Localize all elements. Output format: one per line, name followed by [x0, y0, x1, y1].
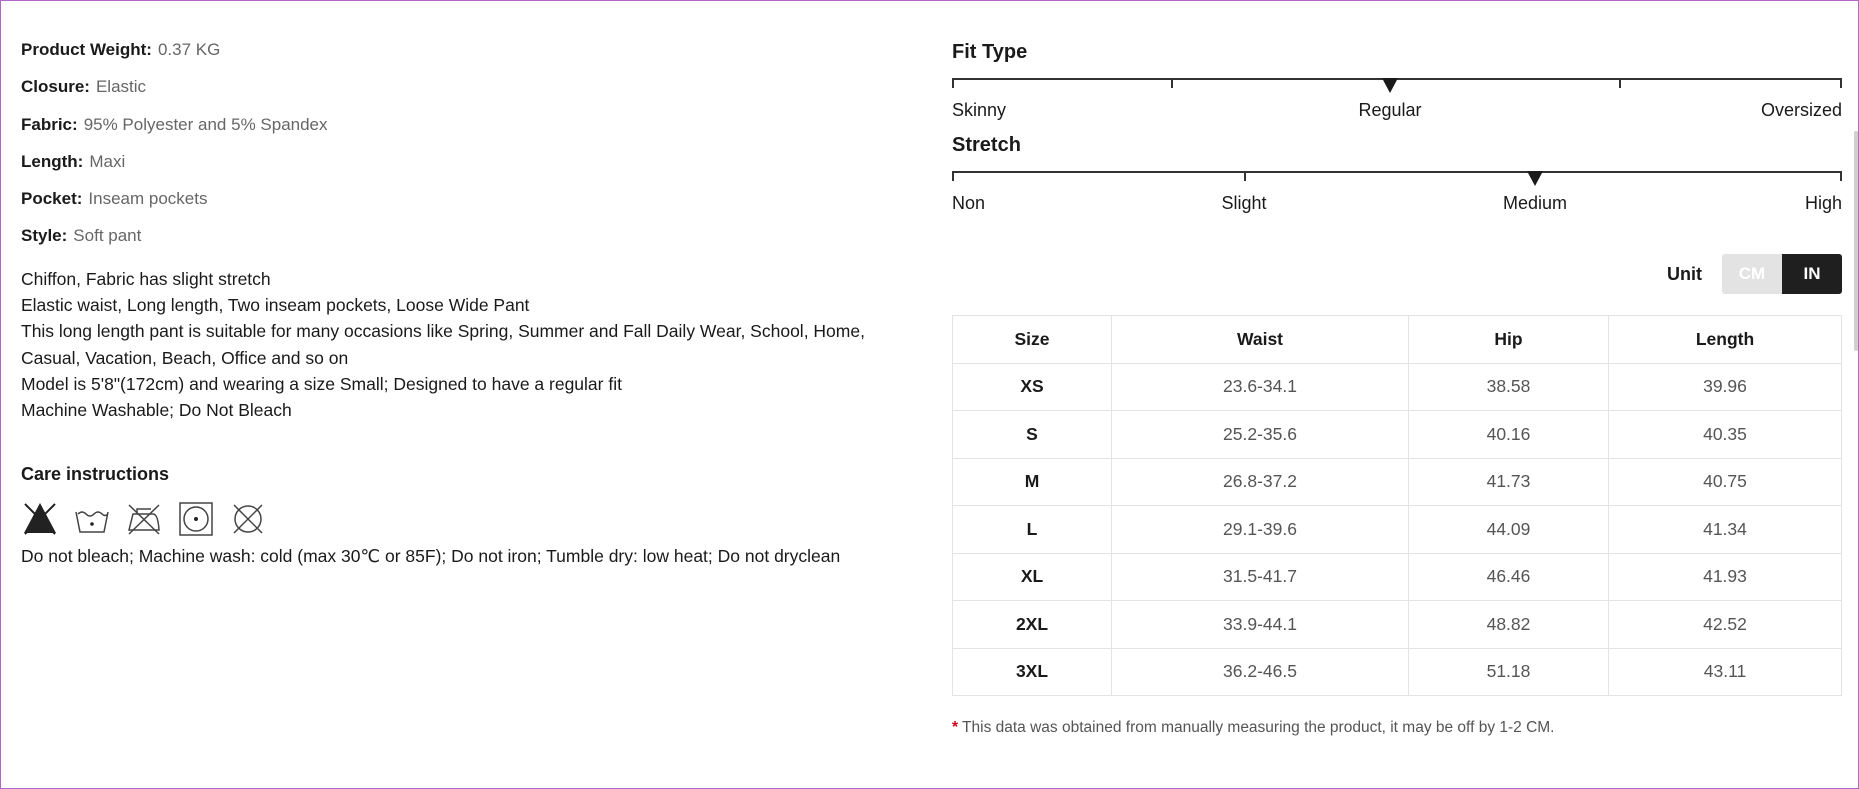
unit-toggle	[1667, 254, 1842, 294]
cell-size: XL	[953, 553, 1112, 601]
care-text: Do not bleach; Machine wash: cold (max 30℃ or 85F); Do not iron; Tumble dry: low heat; Do not dryclean	[21, 545, 841, 566]
note-asterisk: *	[952, 719, 959, 736]
cell-size: L	[953, 506, 1112, 554]
measurement-note	[952, 719, 1555, 737]
cell-length: 40.75	[1609, 458, 1842, 506]
cell-size: S	[953, 411, 1112, 459]
table-row	[953, 553, 1842, 601]
attr-fabric: Fabric: 95% Polyester and 5% Spandex	[21, 114, 328, 134]
do-not-bleach-icon	[21, 500, 59, 538]
cell-waist: 25.2-35.6	[1112, 411, 1409, 459]
table-row	[953, 601, 1842, 649]
machine-wash-cold-icon	[73, 500, 111, 538]
stretch-label-slight: Slight	[1221, 193, 1267, 213]
product-details	[21, 37, 921, 569]
attr-pocket: Pocket: Inseam pockets	[21, 189, 208, 209]
table-header-row	[953, 316, 1842, 364]
stretch-title: Stretch	[952, 134, 1021, 156]
attr-closure: Closure: Elastic	[21, 77, 147, 97]
fit-type-tick	[1619, 78, 1621, 88]
table-row	[953, 411, 1842, 459]
unit-label: Unit	[1667, 263, 1702, 284]
cell-hip: 44.09	[1409, 506, 1609, 554]
cell-hip: 48.82	[1409, 601, 1609, 649]
cell-size: M	[953, 458, 1112, 506]
cell-waist: 31.5-41.7	[1112, 553, 1409, 601]
attr-style: Style: Soft pant	[21, 226, 142, 246]
cell-waist: 36.2-46.5	[1112, 648, 1409, 696]
description-line: Elastic waist, Long length, Two inseam pockets, Loose Wide Pant	[21, 295, 530, 316]
fit-type-tick	[952, 78, 954, 88]
tumble-dry-low-icon	[177, 500, 215, 538]
cell-hip: 38.58	[1409, 363, 1609, 411]
fit-type-tick	[1840, 78, 1842, 88]
stretch-tick	[952, 171, 954, 181]
description-line: Model is 5'8"(172cm) and wearing a size Small; Designed to have a regular fit	[21, 373, 622, 394]
stretch-tick	[1244, 171, 1246, 181]
cell-length: 43.11	[1609, 648, 1842, 696]
cell-hip: 46.46	[1409, 553, 1609, 601]
cell-size: XS	[953, 363, 1112, 411]
cell-length: 41.34	[1609, 506, 1842, 554]
header-hip: Hip	[1409, 316, 1609, 364]
header-size: Size	[953, 316, 1112, 364]
table-row	[953, 458, 1842, 506]
cell-length: 41.93	[1609, 553, 1842, 601]
stretch-label-high: High	[1804, 193, 1842, 213]
fit-label-oversized: Oversized	[1760, 100, 1842, 120]
cell-size: 2XL	[953, 601, 1112, 649]
care-title: Care instructions	[21, 463, 170, 484]
header-length: Length	[1609, 316, 1842, 364]
description-line: Chiffon, Fabric has slight stretch	[21, 268, 271, 289]
cell-size: 3XL	[953, 648, 1112, 696]
fit-type-tick	[1171, 78, 1173, 88]
header-waist: Waist	[1112, 316, 1409, 364]
description-line: Machine Washable; Do Not Bleach	[21, 400, 292, 421]
cell-length: 40.35	[1609, 411, 1842, 459]
care-icons	[21, 499, 921, 539]
note-text: This data was obtained from manually measuring the product, it may be off by 1-2 CM.	[962, 719, 1555, 736]
stretch-label-non: Non	[952, 193, 986, 213]
fit-type-scale	[952, 78, 1842, 118]
stretch-scale	[952, 171, 1842, 211]
cell-length: 39.96	[1609, 363, 1842, 411]
fit-label-regular: Regular	[1358, 100, 1422, 120]
cell-waist: 29.1-39.6	[1112, 506, 1409, 554]
cell-waist: 33.9-44.1	[1112, 601, 1409, 649]
fit-type-marker	[1382, 78, 1398, 93]
table-row	[953, 506, 1842, 554]
cell-hip: 41.73	[1409, 458, 1609, 506]
stretch-marker	[1527, 171, 1543, 186]
unit-in-button[interactable]: IN	[1782, 254, 1842, 294]
cell-waist: 26.8-37.2	[1112, 458, 1409, 506]
stretch-line	[952, 171, 1842, 173]
stretch-tick	[1840, 171, 1842, 181]
do-not-dryclean-icon	[229, 500, 267, 538]
size-chart-table	[952, 315, 1842, 696]
product-description	[21, 266, 921, 424]
fit-label-skinny: Skinny	[952, 100, 1007, 120]
fit-type-title: Fit Type	[952, 41, 1028, 63]
table-row	[953, 648, 1842, 696]
attr-product-weight: Product Weight: 0.37 KG	[21, 40, 221, 59]
unit-cm-button[interactable]: CM	[1722, 254, 1782, 294]
do-not-iron-icon	[125, 500, 163, 538]
cell-waist: 23.6-34.1	[1112, 363, 1409, 411]
cell-length: 42.52	[1609, 601, 1842, 649]
page-scrollbar[interactable]	[1854, 131, 1858, 351]
stretch-label-medium: Medium	[1502, 193, 1568, 213]
cell-hip: 40.16	[1409, 411, 1609, 459]
table-row	[953, 363, 1842, 411]
description-line: This long length pant is suitable for many occasions like Spring, Summer and Fall Daily Wear, School, Home, Casual, Vacation, Beach, Office and so on	[21, 321, 865, 368]
cell-hip: 51.18	[1409, 648, 1609, 696]
attr-length: Length: Maxi	[21, 151, 126, 171]
